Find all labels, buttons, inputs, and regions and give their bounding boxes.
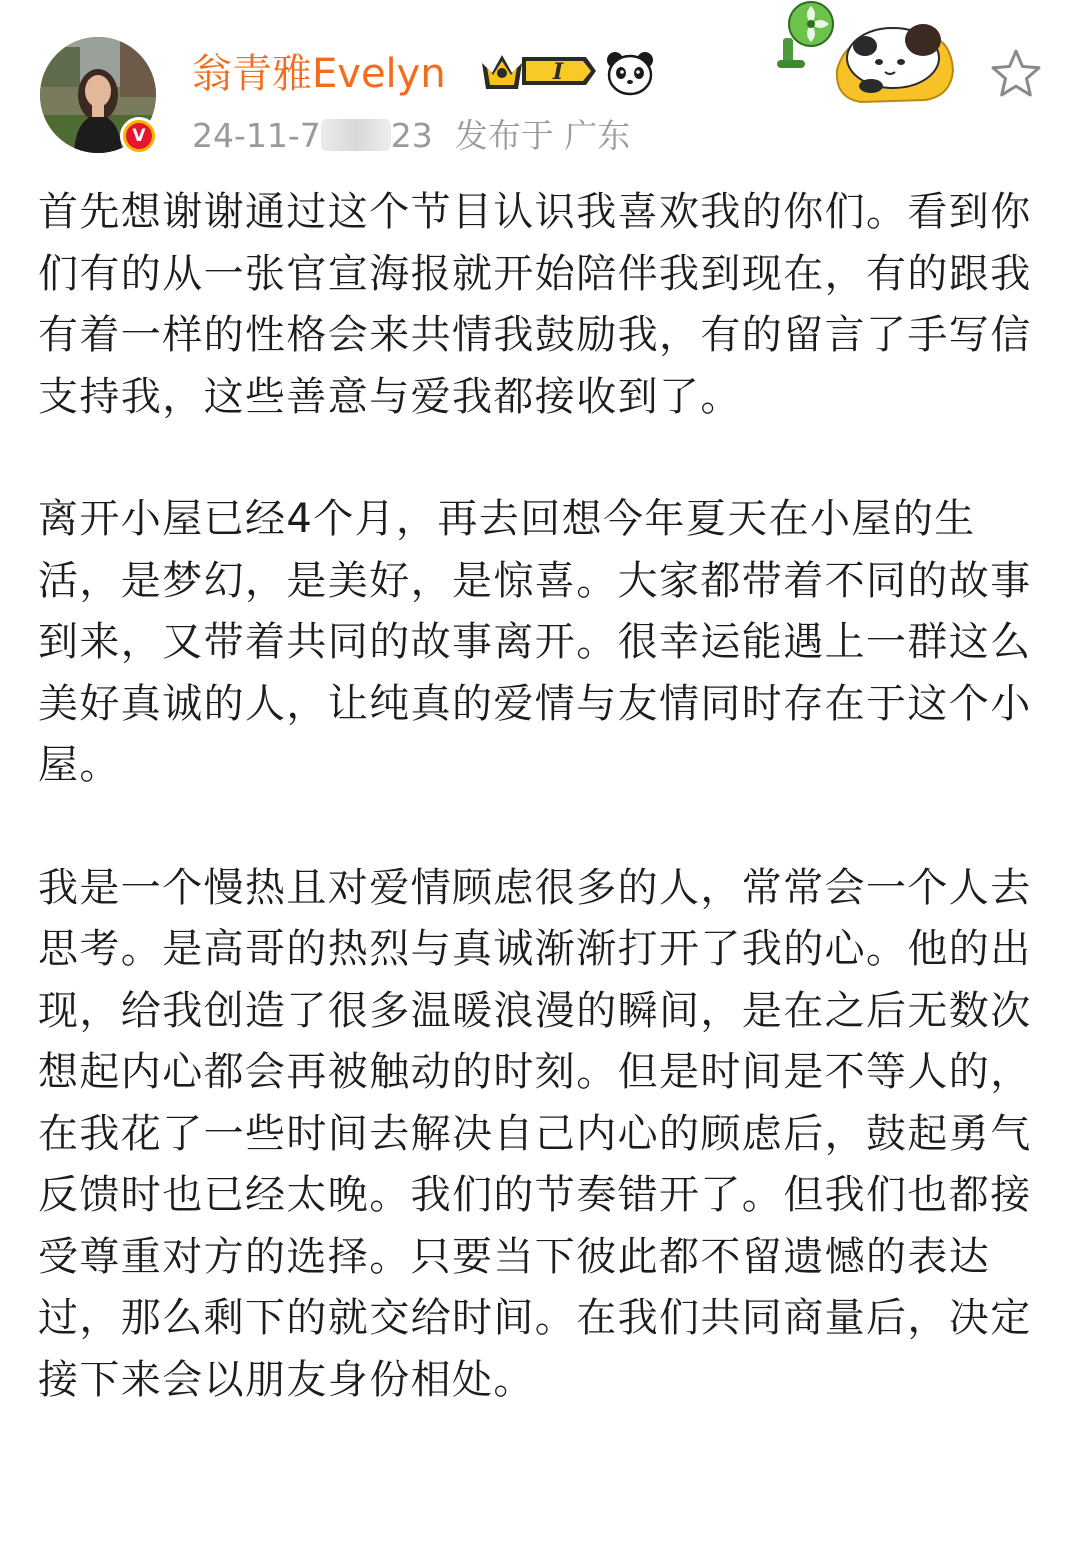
username[interactable]: 翁青雅Evelyn [192,51,446,97]
redacted-time [321,119,391,151]
post-meta [192,112,630,160]
post-date: 24-11-7 [192,116,321,155]
badge-level-text: I [552,59,564,85]
star-outline-icon[interactable] [988,46,1044,102]
verified-icon: V [126,123,152,149]
post-header [0,0,1080,170]
panda-pillow-fan-sticker [775,0,960,108]
panda-face-icon [606,50,654,96]
post-time-suffix: 23 [390,116,433,155]
post-paragraph-1: 首先想谢谢通过这个节目认识我喜欢我的你们。看到你们有的从一张官宣海报就开始陪伴我到现在，有的跟我有着一样的性格会来共情我鼓励我，有的留言了手写信支持我，这些善意与爱我都接收到了。 [38,189,1032,420]
post-location: 发布于 广东 [454,116,631,155]
post-paragraph-3: 我是一个慢热且对爱情顾虑很多的人，常常会一个人去思考。是高哥的热烈与真诚渐渐打开了我的心。他的出现，给我创造了很多温暖浪漫的瞬间，是在之后无数次想起内心都会再被触动的时刻。但是时间是不等人的，在我花了一些时间去解决自己内心的顾虑后，鼓起勇气反馈时也已经太晚。我们的节奏错开了。但我们也都接受尊重对方的选择。只要当下彼此都不留遗憾的表达过，那么剩下的就交给时间。在我们共同商量后，决定接下来会以朋友身份相处。 [38,864,1032,1403]
verified-badge [120,117,158,155]
post-body [38,182,1038,1472]
post-paragraph-2: 离开小屋已经4个月，再去回想今年夏天在小屋的生活，是梦幻，是美好，是惊喜。大家都带着不同的故事到来，又带着共同的故事离开。很幸运能遇上一群这么美好真诚的人，让纯真的爱情与友情同时存在于这个小屋。 [38,496,1032,788]
vip-crown-icon[interactable] [478,47,600,95]
